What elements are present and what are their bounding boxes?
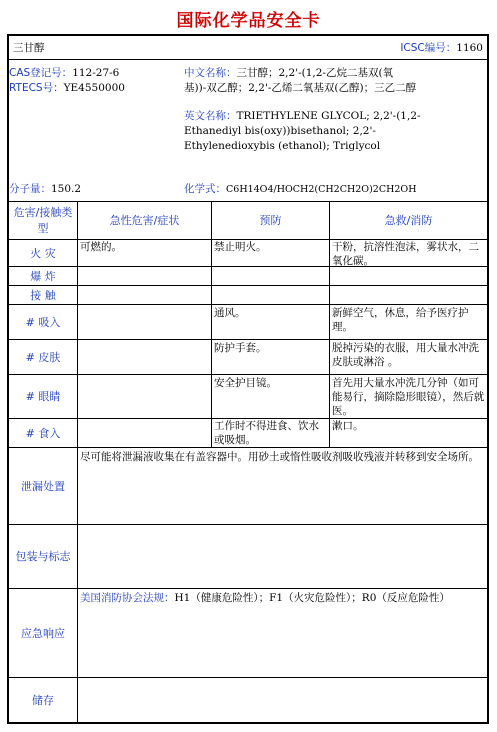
ingestion-prevention: 工作时不得进食、饮水或吸烟。	[214, 420, 319, 446]
emergency-label: 应急响应	[21, 626, 65, 640]
skin-firstaid: 脱掉污染的衣服，用大量水冲洗皮肤或淋浴 。	[332, 342, 479, 368]
divider	[9, 339, 487, 340]
emergency-body: H1（健康危险性）；F1（火灾危险性）；R0（反应危险性）	[174, 592, 450, 604]
rtecs-number: RTECS号：YE4550000	[9, 82, 125, 94]
divider	[9, 304, 487, 305]
fire-prevention: 禁止明火。	[214, 241, 267, 253]
spill-label: 泄漏处置	[21, 479, 65, 493]
divider	[9, 447, 487, 448]
col-line	[77, 202, 78, 447]
packaging-label: 包装与标志	[15, 550, 71, 563]
divider	[9, 374, 487, 375]
row-type-eyes: # 眼睛	[25, 390, 61, 403]
icsc-label: ICSC编号：	[400, 42, 457, 54]
row-type-fire: 火 灾	[30, 246, 56, 260]
header-hazard-type: 危害/接触类型	[13, 206, 73, 235]
cn-name-cont: 基))-双乙醇；2,2'-乙烯二氧基双(乙醇)；三乙二醇	[184, 82, 417, 94]
col-line	[329, 202, 330, 447]
divider	[9, 677, 487, 678]
header-prevention: 预防	[259, 214, 282, 227]
cn-name: 中文名称：三甘醇；2,2'-(1,2-乙烷二基双(氧	[184, 67, 394, 79]
spill-text: 尽可能将泄漏液收集在有盖容器中。用砂土或惰性吸收剂吸收残液并转移到安全场所。	[80, 451, 479, 463]
en-name: 英文名称：TRIETHYLENE GLYCOL; 2,2'-(1,2-	[184, 110, 421, 122]
fire-firstaid: 干粉，抗溶性泡沫，雾状水，二氧化碳。	[332, 241, 479, 267]
icsc-number	[400, 41, 483, 55]
icsc-value: 1160	[456, 42, 483, 54]
formula: 化学式：C6H14O4/HOCH2(CH2CH2O)2CH2OH	[184, 183, 417, 195]
header-firstaid: 急救/消防	[384, 214, 433, 227]
inhalation-firstaid: 新鲜空气，休息，给予医疗护理。	[332, 307, 469, 333]
divider	[9, 266, 487, 267]
emergency-text	[80, 591, 482, 605]
skin-prevention: 防护手套。	[214, 342, 267, 354]
divider	[9, 524, 487, 525]
row-type-skin: # 皮肤	[25, 350, 61, 364]
storage-label: 储存	[32, 694, 54, 707]
chemical-name: 三甘醇	[13, 42, 45, 54]
safety-card	[7, 34, 489, 724]
header-symptoms: 急性危害/症状	[109, 214, 180, 227]
en-name-cont2: Ethylenedioxybis (ethanol); Triglycol	[184, 140, 381, 152]
cas-number: CAS登记号：112-27-6	[9, 67, 120, 79]
en-name-cont1: Ethanediyl bis(oxy))bisethanol; 2,2'-	[184, 125, 376, 137]
row-type-ingestion: # 食入	[25, 427, 61, 440]
fire-symptom: 可燃的。	[80, 241, 122, 253]
eyes-prevention: 安全护目镜。	[214, 377, 277, 389]
emergency-prefix: 美国消防协会法规：	[80, 592, 175, 604]
inhalation-prevention: 通风。	[214, 307, 246, 319]
col-line	[211, 202, 212, 447]
eyes-firstaid: 首先用大量水冲洗几分钟（如可能易行，摘除隐形眼镜），然后就医。	[332, 377, 485, 417]
divider	[9, 285, 487, 286]
row-type-inhalation: # 吸入	[25, 315, 61, 329]
divider	[9, 59, 487, 60]
divider	[9, 588, 487, 589]
molecular-weight: 分子量：150.2	[9, 183, 82, 195]
row-type-explosion: 爆 炸	[30, 270, 56, 283]
card-title: 国际化学品安全卡	[176, 11, 321, 31]
ingestion-firstaid: 漱口。	[332, 420, 364, 432]
row-type-contact: 接 触	[30, 289, 56, 302]
col-line	[77, 448, 78, 724]
